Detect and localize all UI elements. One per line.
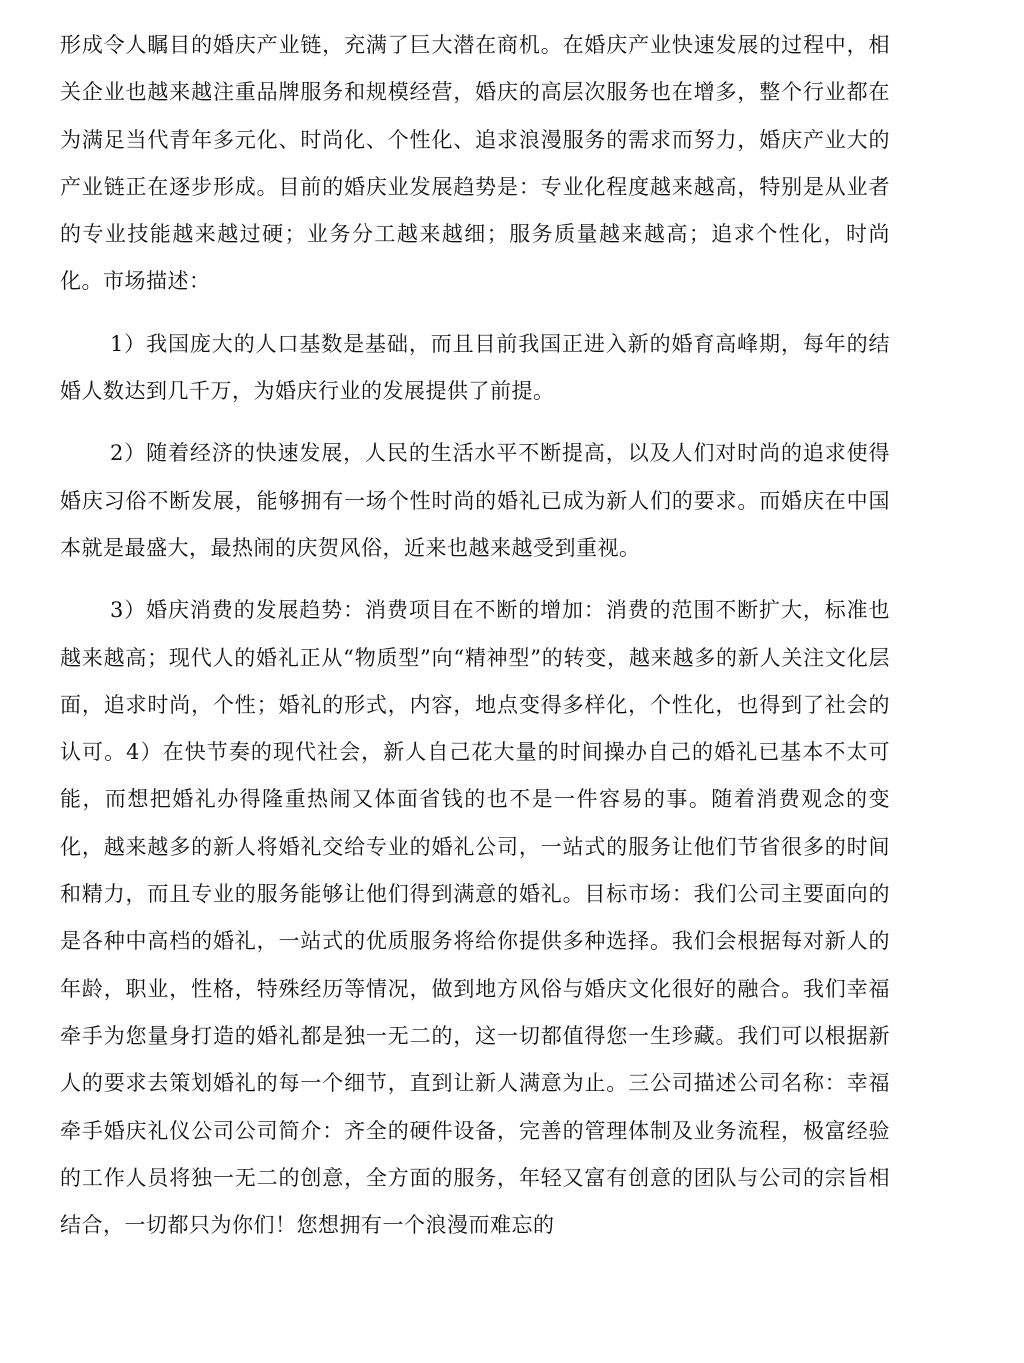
paragraph-point-2: 2）随着经济的快速发展，人民的生活水平不断提高，以及人们对时尚的追求使得婚庆习俗不断发展，能够拥有一场个性时尚的婚礼已成为新人们的要求。而婚庆在中国本就是最盛大，最热闹的庆贺风俗，近来也越来越受到重视。 [60, 441, 890, 560]
document-page [60, 22, 890, 1249]
paragraph-point-3: 3）婚庆消费的发展趋势：消费项目在不断的增加：消费的范围不断扩大，标准也越来越高；现代人的婚礼正从“物质型”向“精神型”的转变，越来越多的新人关注文化层面，追求时尚，个性；婚礼的形式，内容，地点变得多样化，个性化，也得到了社会的认可。4）在快节奏的现代社会，新人自己花大量的时间操办自己的婚礼已基本不太可能，而想把婚礼办得隆重热闹又体面省钱的也不是一件容易的事。随着消费观念的变化，越来越多的新人将婚礼交给专业的婚礼公司，一站式的服务让他们节省很多的时间和精力，而且专业的服务能够让他们得到满意的婚礼。目标市场：我们公司主要面向的是各种中高档的婚礼，一站式的优质服务将给你提供多种选择。我们会根据每对新人的年龄，职业，性格，特殊经历等情况，做到地方风俗与婚庆文化很好的融合。我们幸福牵手为您量身打造的婚礼都是独一无二的，这一切都值得您一生珍藏。我们可以根据新人的要求去策划婚礼的每一个细节，直到让新人满意为止。三公司描述公司名称：幸福牵手婚庆礼仪公司公司简介：齐全的硬件设备，完善的管理体制及业务流程，极富经验的工作人员将独一无二的创意，全方面的服务，年轻又富有创意的团队与公司的宗旨相结合，一切都只为你们！您想拥有一个浪漫而难忘的 [60, 598, 890, 1238]
paragraph-point-1: 1）我国庞大的人口基数是基础，而且目前我国正进入新的婚育高峰期，每年的结婚人数达到几千万，为婚庆行业的发展提供了前提。 [60, 331, 890, 404]
paragraph-intro: 形成令人瞩目的婚庆产业链，充满了巨大潜在商机。在婚庆产业快速发展的过程中，相关企业也越来越注重品牌服务和规模经营，婚庆的高层次服务也在增多，整个行业都在为满足当代青年多元化、时尚化、个性化、追求浪漫服务的需求而努力，婚庆产业大的产业链正在逐步形成。目前的婚庆业发展趋势是：专业化程度越来越高，特别是从业者的专业技能越来越过硬；业务分工越来越细；服务质量越来越高；追求个性化，时尚化。市场描述： [60, 33, 890, 294]
